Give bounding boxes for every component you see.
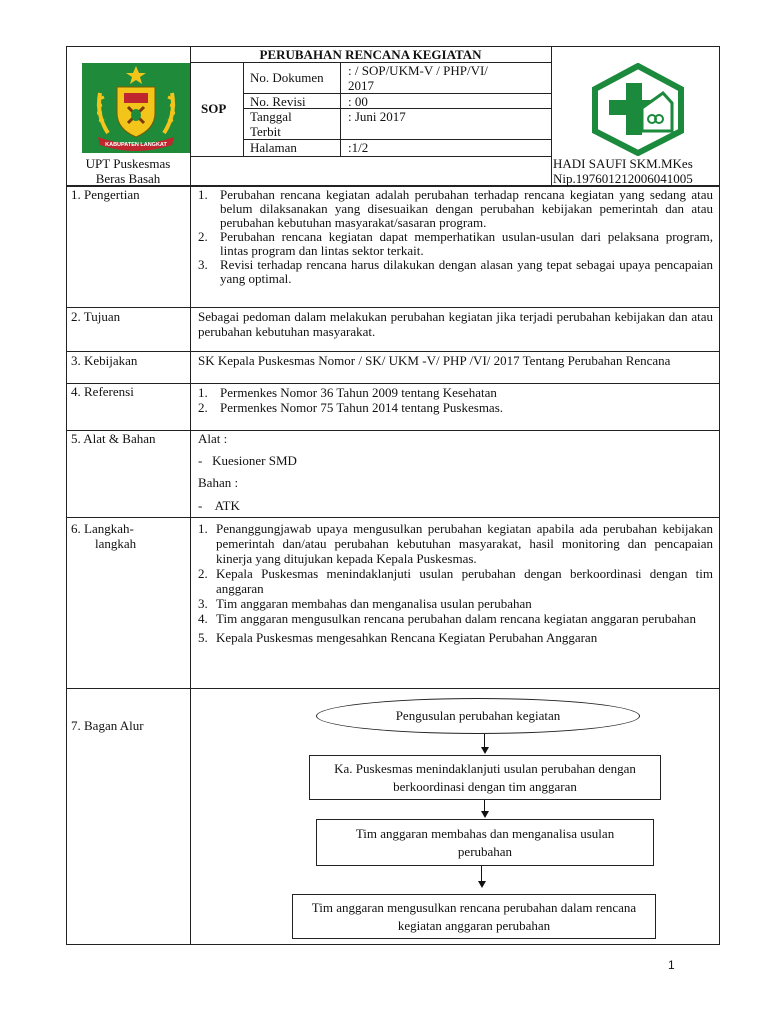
row-rule-6 xyxy=(66,688,720,689)
flow-step-box xyxy=(292,894,656,939)
section-label-langkah: 6. Langkah- xyxy=(71,521,134,536)
signer-nip: Nip.197601212006041005 xyxy=(553,171,693,186)
sop-label: SOP xyxy=(201,101,227,116)
header-divider-left xyxy=(190,46,191,186)
list-number: 4. xyxy=(198,611,208,626)
alat-item: - Kuesioner SMD xyxy=(198,453,297,468)
flow-step-text: Tim anggaran membahas dan menganalisa usulan perubahan xyxy=(355,825,615,859)
list-text: Perubahan rencana kegiatan adalah perubahan terhadap rencana kegiatan yang sedang atau belum dilaksanakan yang disesuaikan dengan perubahan kebijakan pemerintah dan atau perubahan kebutuhan masyarakat/sasaran program. xyxy=(220,187,713,230)
row-rule-3 xyxy=(66,383,720,384)
list-text: Kepala Puskesmas mengesahkan Rencana Kegiatan Perubahan Anggaran xyxy=(216,630,598,645)
document-title: PERUBAHAN RENCANA KEGIATAN xyxy=(259,47,482,62)
tanggal-label: Tanggal xyxy=(250,109,292,124)
list-item xyxy=(198,596,713,611)
halaman-value: :1/2 xyxy=(348,140,369,155)
section-label-alat-bahan: 5. Alat & Bahan xyxy=(71,431,156,446)
svg-text:KABUPATEN LANGKAT: KABUPATEN LANGKAT xyxy=(105,142,167,148)
section-label-bagan-alur: 7. Bagan Alur xyxy=(71,718,144,733)
list-item xyxy=(198,611,713,626)
list-text: Permenkes Nomor 36 Tahun 2009 tentang Kesehatan xyxy=(220,385,497,400)
upt-caption-line2: Beras Basah xyxy=(95,171,161,186)
list-text: Tim anggaran mengusulkan rencana perubahan dalam rencana kegiatan anggaran perubahan xyxy=(216,611,696,626)
flow-step-box xyxy=(316,819,654,866)
no-revisi-label: No. Revisi xyxy=(250,94,306,109)
list-number: 1. xyxy=(198,187,208,202)
row-rule-4 xyxy=(66,430,720,431)
langkah-list xyxy=(198,521,713,645)
header-bottom-rule xyxy=(190,156,551,157)
list-text: Penanggungjawab upaya mengusulkan perubahan kegiatan apabila ada perubahan kebijakan pemerintah dan/atau perubahan kebutuhan masyarakat, hasil monitoring dan pencapaian kinerja yang ditujukan kepada Kepala Puskesmas. xyxy=(216,521,713,566)
flow-arrow-1 xyxy=(484,734,485,748)
list-number: 2. xyxy=(198,566,208,581)
list-text: Revisi terhadap rencana harus dilakukan dengan alasan yang tepat sebagai upaya pencapaian yang optimal. xyxy=(220,257,713,286)
bahan-item: - ATK xyxy=(198,498,240,513)
no-dokumen-label: No. Dokumen xyxy=(250,70,324,85)
list-item xyxy=(198,566,713,596)
list-text: Perubahan rencana kegiatan dapat memperhatikan usulan-usulan dari pelaksana program, lintas program dan lintas sektor terkait. xyxy=(220,229,713,258)
referensi-list xyxy=(198,385,713,415)
puskesmas-cross-logo-icon xyxy=(588,63,688,156)
section-label-langkah-2: langkah xyxy=(95,536,137,551)
flow-step-text: Tim anggaran mengusulkan rencana perubahan dalam rencana kegiatan anggaran perubahan xyxy=(311,899,637,933)
list-number: 1. xyxy=(198,385,208,400)
body-column-divider xyxy=(190,186,191,945)
upt-caption-line1: UPT Puskesmas xyxy=(85,156,171,171)
tanggal-label-2: Terbit xyxy=(250,124,281,139)
list-number: 1. xyxy=(198,521,208,536)
tanggal-value: : Juni 2017 xyxy=(348,109,406,124)
flow-start-oval xyxy=(316,698,640,734)
list-item xyxy=(198,630,713,645)
pengertian-list xyxy=(198,188,713,286)
list-number: 3. xyxy=(198,596,208,611)
halaman-label: Halaman xyxy=(250,140,297,155)
no-dokumen-value-year: 2017 xyxy=(348,78,374,93)
tujuan-text: Sebagai pedoman dalam melakukan perubahan kegiatan jika terjadi perubahan kebijakan dan atau perubahan kebutuhan masyarakat. xyxy=(198,309,713,339)
flow-step-text: Pengusulan perubahan kegiatan xyxy=(395,708,561,723)
list-item xyxy=(198,188,713,230)
row-rule-2 xyxy=(66,351,720,352)
list-text: Permenkes Nomor 75 Tahun 2014 tentang Puskesmas. xyxy=(220,400,504,415)
bahan-label: Bahan : xyxy=(198,475,239,490)
header-divider-right xyxy=(551,46,552,186)
signer-name: HADI SAUFI SKM.MKes xyxy=(553,156,693,171)
list-text: Tim anggaran membahas dan menganalisa usulan perubahan xyxy=(216,596,532,611)
list-number: 5. xyxy=(198,630,208,645)
row-rule-1 xyxy=(66,307,720,308)
list-item xyxy=(198,385,713,400)
section-label-pengertian: 1. Pengertian xyxy=(71,187,140,202)
section-label-referensi: 4. Referensi xyxy=(71,384,134,399)
no-dokumen-value: : / SOP/UKM-V / PHP/VI/ xyxy=(348,63,488,78)
list-number: 3. xyxy=(198,257,208,272)
kebijakan-text: SK Kepala Puskesmas Nomor / SK/ UKM -V/ PHP /VI/ 2017 Tentang Perubahan Rencana xyxy=(198,353,671,368)
list-item xyxy=(198,521,713,566)
list-text: Kepala Puskesmas menindaklanjuti usulan perubahan dengan berkoordinasi dengan tim anggaran xyxy=(216,566,713,596)
header-divider-label xyxy=(340,62,341,156)
flow-arrowhead-1 xyxy=(481,747,489,754)
section-label-tujuan: 2. Tujuan xyxy=(71,309,121,324)
flow-arrowhead-2 xyxy=(481,811,489,818)
section-label-kebijakan: 3. Kebijakan xyxy=(71,353,138,368)
flow-step-box xyxy=(309,755,661,800)
flow-arrow-3 xyxy=(481,866,482,882)
no-revisi-value: : 00 xyxy=(348,94,368,109)
page-number: 1 xyxy=(668,958,675,972)
flow-arrowhead-3 xyxy=(478,881,486,888)
kabupaten-langkat-logo-icon xyxy=(82,63,190,153)
list-number: 2. xyxy=(198,229,208,244)
list-item xyxy=(198,400,713,415)
flow-step-text: Ka. Puskesmas menindaklanjuti usulan perubahan dengan berkoordinasi dengan tim anggaran xyxy=(334,760,636,794)
list-item xyxy=(198,230,713,258)
row-rule-5 xyxy=(66,517,720,518)
alat-label: Alat : xyxy=(198,431,228,446)
header-divider-sop xyxy=(243,62,244,156)
list-item xyxy=(198,258,713,286)
list-number: 2. xyxy=(198,400,208,415)
